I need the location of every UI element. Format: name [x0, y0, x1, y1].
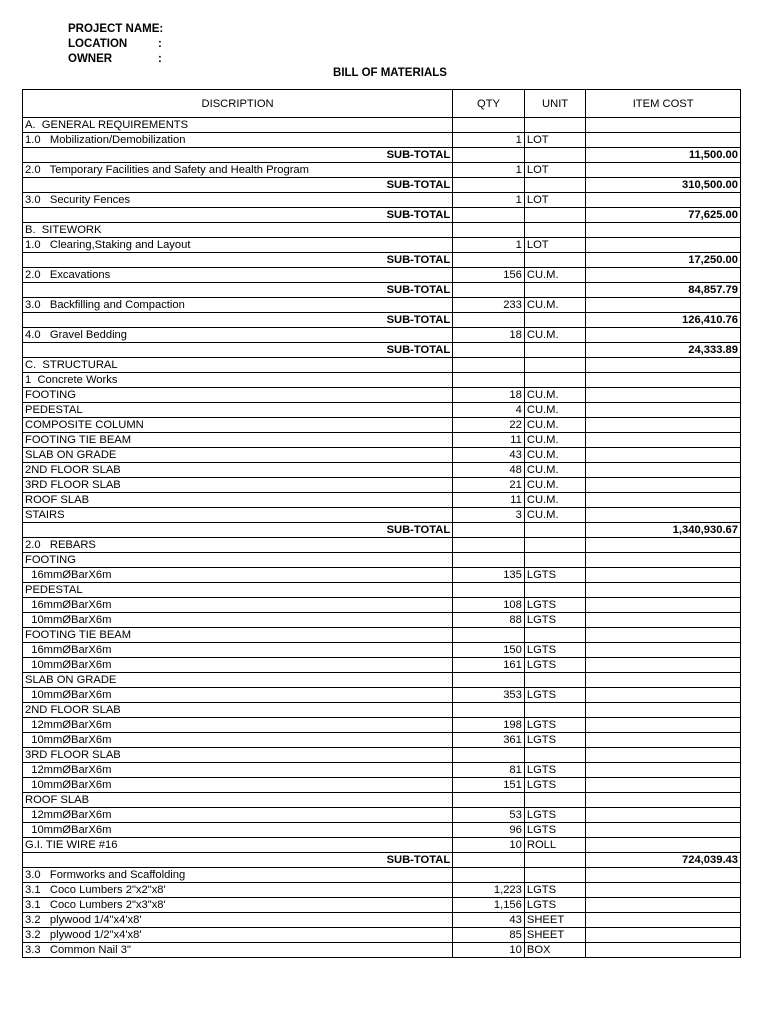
description-cell: 2ND FLOOR SLAB: [23, 703, 453, 718]
qty-cell: 53: [453, 808, 525, 823]
table-row: [23, 388, 741, 403]
table-body: [23, 118, 741, 958]
qty-cell: 18: [453, 388, 525, 403]
item-cost-cell: [586, 673, 741, 688]
unit-cell: CU.M.: [524, 328, 585, 343]
qty-cell: [453, 853, 525, 868]
unit-cell: LOT: [524, 193, 585, 208]
qty-cell: 11: [453, 433, 525, 448]
qty-cell: [453, 118, 525, 133]
item-cost-cell: [586, 118, 741, 133]
item-cost-cell: [586, 883, 741, 898]
qty-cell: [453, 283, 525, 298]
description-cell: SUB-TOTAL: [23, 178, 453, 193]
description-cell: 3.0 Security Fences: [23, 193, 453, 208]
table-row: [23, 583, 741, 598]
table-row: [23, 673, 741, 688]
description-cell: C. STRUCTURAL: [23, 358, 453, 373]
table-row: [23, 223, 741, 238]
item-cost-cell: [586, 508, 741, 523]
unit-cell: CU.M.: [524, 418, 585, 433]
item-cost-cell: [586, 733, 741, 748]
unit-cell: [524, 358, 585, 373]
item-cost-cell: [586, 718, 741, 733]
qty-cell: 151: [453, 778, 525, 793]
qty-cell: 43: [453, 913, 525, 928]
qty-cell: [453, 523, 525, 538]
description-cell: 10mmØBarX6m: [23, 823, 453, 838]
table-row: [23, 478, 741, 493]
table-row: [23, 928, 741, 943]
subtotal-row: [23, 523, 741, 538]
qty-cell: 233: [453, 298, 525, 313]
description-cell: 3RD FLOOR SLAB: [23, 478, 453, 493]
subtotal-row: [23, 853, 741, 868]
unit-cell: SHEET: [524, 928, 585, 943]
table-row: [23, 538, 741, 553]
unit-cell: [524, 148, 585, 163]
unit-cell: LGTS: [524, 823, 585, 838]
table-row: [23, 568, 741, 583]
column-header-unit: UNIT: [524, 90, 585, 118]
unit-cell: CU.M.: [524, 298, 585, 313]
description-cell: SLAB ON GRADE: [23, 673, 453, 688]
qty-cell: 150: [453, 643, 525, 658]
unit-cell: [524, 373, 585, 388]
unit-cell: [524, 793, 585, 808]
qty-cell: 21: [453, 478, 525, 493]
item-cost-cell: [586, 433, 741, 448]
unit-cell: [524, 868, 585, 883]
table-row: [23, 373, 741, 388]
table-row: [23, 493, 741, 508]
table-row: [23, 463, 741, 478]
unit-cell: CU.M.: [524, 493, 585, 508]
description-cell: 16mmØBarX6m: [23, 568, 453, 583]
qty-cell: 361: [453, 733, 525, 748]
table-row: [23, 898, 741, 913]
table-row: [23, 598, 741, 613]
description-cell: 10mmØBarX6m: [23, 688, 453, 703]
description-cell: 3.1 Coco Lumbers 2"x3"x8': [23, 898, 453, 913]
qty-cell: 43: [453, 448, 525, 463]
item-cost-cell: [586, 658, 741, 673]
qty-cell: [453, 703, 525, 718]
qty-cell: 22: [453, 418, 525, 433]
unit-cell: SHEET: [524, 913, 585, 928]
qty-cell: 1: [453, 133, 525, 148]
unit-cell: LGTS: [524, 688, 585, 703]
item-cost-cell: 724,039.43: [586, 853, 741, 868]
unit-cell: LGTS: [524, 598, 585, 613]
unit-cell: [524, 703, 585, 718]
qty-cell: 10: [453, 838, 525, 853]
qty-cell: [453, 868, 525, 883]
unit-cell: LGTS: [524, 568, 585, 583]
table-row: [23, 823, 741, 838]
table-row: [23, 508, 741, 523]
qty-cell: 18: [453, 328, 525, 343]
item-cost-cell: [586, 628, 741, 643]
item-cost-cell: [586, 358, 741, 373]
qty-cell: [453, 538, 525, 553]
description-cell: 3.2 plywood 1/2"x4'x8': [23, 928, 453, 943]
qty-cell: 48: [453, 463, 525, 478]
table-row: [23, 703, 741, 718]
item-cost-cell: [586, 778, 741, 793]
table-row: [23, 733, 741, 748]
description-cell: 3.0 Backfilling and Compaction: [23, 298, 453, 313]
unit-cell: [524, 748, 585, 763]
unit-cell: [524, 118, 585, 133]
table-row: [23, 643, 741, 658]
qty-cell: [453, 793, 525, 808]
unit-cell: [524, 583, 585, 598]
item-cost-cell: [586, 238, 741, 253]
bill-of-materials-table: [22, 89, 741, 958]
item-cost-cell: [586, 613, 741, 628]
qty-cell: [453, 553, 525, 568]
table-row: [23, 433, 741, 448]
table-row: [23, 763, 741, 778]
table-row: [23, 718, 741, 733]
qty-cell: 1,223: [453, 883, 525, 898]
item-cost-cell: [586, 463, 741, 478]
qty-cell: [453, 148, 525, 163]
description-cell: PEDESTAL: [23, 403, 453, 418]
qty-cell: [453, 208, 525, 223]
unit-cell: CU.M.: [524, 448, 585, 463]
item-cost-cell: 77,625.00: [586, 208, 741, 223]
qty-cell: 10: [453, 943, 525, 958]
description-cell: 2.0 Temporary Facilities and Safety and Health Program: [23, 163, 453, 178]
item-cost-cell: 17,250.00: [586, 253, 741, 268]
description-cell: 12mmØBarX6m: [23, 763, 453, 778]
item-cost-cell: [586, 133, 741, 148]
table-row: [23, 748, 741, 763]
qty-cell: [453, 373, 525, 388]
item-cost-cell: 24,333.89: [586, 343, 741, 358]
description-cell: 3.2 plywood 1/4"x4'x8': [23, 913, 453, 928]
item-cost-cell: [586, 913, 741, 928]
description-cell: SUB-TOTAL: [23, 523, 453, 538]
subtotal-row: [23, 343, 741, 358]
qty-cell: [453, 748, 525, 763]
item-cost-cell: [586, 808, 741, 823]
item-cost-cell: [586, 418, 741, 433]
table-row: [23, 328, 741, 343]
table-row: [23, 403, 741, 418]
subtotal-row: [23, 313, 741, 328]
item-cost-cell: [586, 373, 741, 388]
qty-cell: 3: [453, 508, 525, 523]
description-cell: SUB-TOTAL: [23, 148, 453, 163]
table-row: [23, 943, 741, 958]
table-row: [23, 838, 741, 853]
item-cost-cell: [586, 223, 741, 238]
item-cost-cell: [586, 823, 741, 838]
description-cell: 10mmØBarX6m: [23, 733, 453, 748]
qty-cell: 161: [453, 658, 525, 673]
table-row: [23, 448, 741, 463]
unit-cell: LGTS: [524, 898, 585, 913]
qty-cell: 156: [453, 268, 525, 283]
table-row: [23, 238, 741, 253]
subtotal-row: [23, 148, 741, 163]
unit-cell: LGTS: [524, 643, 585, 658]
item-cost-cell: [586, 943, 741, 958]
description-cell: 10mmØBarX6m: [23, 778, 453, 793]
table-row: [23, 358, 741, 373]
description-cell: 3.1 Coco Lumbers 2"x2"x8': [23, 883, 453, 898]
description-cell: SUB-TOTAL: [23, 313, 453, 328]
item-cost-cell: [586, 748, 741, 763]
qty-cell: [453, 178, 525, 193]
description-cell: A. GENERAL REQUIREMENTS: [23, 118, 453, 133]
description-cell: SUB-TOTAL: [23, 253, 453, 268]
item-cost-cell: [586, 838, 741, 853]
qty-cell: 1: [453, 163, 525, 178]
table-row: [23, 118, 741, 133]
item-cost-cell: [586, 898, 741, 913]
description-cell: SUB-TOTAL: [23, 343, 453, 358]
item-cost-cell: [586, 703, 741, 718]
table-row: [23, 778, 741, 793]
unit-cell: [524, 208, 585, 223]
unit-cell: [524, 628, 585, 643]
description-cell: SUB-TOTAL: [23, 208, 453, 223]
qty-cell: 11: [453, 493, 525, 508]
table-row: [23, 868, 741, 883]
unit-cell: LGTS: [524, 658, 585, 673]
unit-cell: LGTS: [524, 733, 585, 748]
description-cell: 10mmØBarX6m: [23, 658, 453, 673]
item-cost-cell: [586, 553, 741, 568]
unit-cell: LGTS: [524, 778, 585, 793]
table-row: [23, 163, 741, 178]
description-cell: SUB-TOTAL: [23, 283, 453, 298]
table-row: [23, 628, 741, 643]
description-cell: SUB-TOTAL: [23, 853, 453, 868]
qty-cell: [453, 628, 525, 643]
item-cost-cell: [586, 478, 741, 493]
qty-cell: 353: [453, 688, 525, 703]
description-cell: 16mmØBarX6m: [23, 643, 453, 658]
unit-cell: CU.M.: [524, 478, 585, 493]
item-cost-cell: 126,410.76: [586, 313, 741, 328]
location-label: LOCATION :: [68, 38, 162, 50]
unit-cell: LGTS: [524, 718, 585, 733]
unit-cell: [524, 343, 585, 358]
description-cell: COMPOSITE COLUMN: [23, 418, 453, 433]
description-cell: G.I. TIE WIRE #16: [23, 838, 453, 853]
description-cell: FOOTING: [23, 553, 453, 568]
unit-cell: [524, 313, 585, 328]
table-row: [23, 133, 741, 148]
unit-cell: [524, 673, 585, 688]
project-name-label: PROJECT NAME:: [68, 23, 164, 35]
table-row: [23, 298, 741, 313]
description-cell: 1.0 Clearing,Staking and Layout: [23, 238, 453, 253]
unit-cell: [524, 523, 585, 538]
unit-cell: CU.M.: [524, 268, 585, 283]
item-cost-cell: [586, 928, 741, 943]
unit-cell: LGTS: [524, 763, 585, 778]
table-row: [23, 193, 741, 208]
item-cost-cell: [586, 193, 741, 208]
unit-cell: [524, 283, 585, 298]
unit-cell: LOT: [524, 238, 585, 253]
item-cost-cell: [586, 688, 741, 703]
unit-cell: [524, 553, 585, 568]
qty-cell: [453, 343, 525, 358]
description-cell: STAIRS: [23, 508, 453, 523]
subtotal-row: [23, 208, 741, 223]
qty-cell: 135: [453, 568, 525, 583]
description-cell: FOOTING TIE BEAM: [23, 628, 453, 643]
table-row: [23, 883, 741, 898]
item-cost-cell: 310,500.00: [586, 178, 741, 193]
qty-cell: [453, 223, 525, 238]
unit-cell: CU.M.: [524, 403, 585, 418]
table-header-row: [23, 90, 741, 118]
item-cost-cell: [586, 328, 741, 343]
item-cost-cell: [586, 448, 741, 463]
item-cost-cell: 11,500.00: [586, 148, 741, 163]
qty-cell: 1: [453, 193, 525, 208]
unit-cell: [524, 853, 585, 868]
unit-cell: CU.M.: [524, 463, 585, 478]
description-cell: FOOTING TIE BEAM: [23, 433, 453, 448]
description-cell: 2ND FLOOR SLAB: [23, 463, 453, 478]
qty-cell: 108: [453, 598, 525, 613]
item-cost-cell: [586, 403, 741, 418]
item-cost-cell: [586, 643, 741, 658]
unit-cell: CU.M.: [524, 508, 585, 523]
unit-cell: [524, 253, 585, 268]
subtotal-row: [23, 178, 741, 193]
description-cell: 3RD FLOOR SLAB: [23, 748, 453, 763]
qty-cell: 96: [453, 823, 525, 838]
qty-cell: [453, 313, 525, 328]
unit-cell: LGTS: [524, 808, 585, 823]
qty-cell: [453, 358, 525, 373]
item-cost-cell: [586, 163, 741, 178]
column-header-item-cost: ITEM COST: [586, 90, 741, 118]
owner-label: OWNER :: [68, 53, 162, 65]
unit-cell: LGTS: [524, 613, 585, 628]
item-cost-cell: [586, 583, 741, 598]
qty-cell: 198: [453, 718, 525, 733]
description-cell: 3.3 Common Nail 3": [23, 943, 453, 958]
description-cell: SLAB ON GRADE: [23, 448, 453, 463]
table-row: [23, 268, 741, 283]
table-row: [23, 553, 741, 568]
qty-cell: [453, 253, 525, 268]
qty-cell: 4: [453, 403, 525, 418]
description-cell: 1.0 Mobilization/Demobilization: [23, 133, 453, 148]
qty-cell: 81: [453, 763, 525, 778]
item-cost-cell: [586, 298, 741, 313]
item-cost-cell: 1,340,930.67: [586, 523, 741, 538]
description-cell: 1 Concrete Works: [23, 373, 453, 388]
subtotal-row: [23, 253, 741, 268]
table-row: [23, 613, 741, 628]
item-cost-cell: [586, 538, 741, 553]
qty-cell: 88: [453, 613, 525, 628]
unit-cell: LOT: [524, 163, 585, 178]
column-header-description: DISCRIPTION: [23, 90, 453, 118]
table-row: [23, 793, 741, 808]
qty-cell: [453, 583, 525, 598]
description-cell: B. SITEWORK: [23, 223, 453, 238]
description-cell: 12mmØBarX6m: [23, 718, 453, 733]
unit-cell: CU.M.: [524, 433, 585, 448]
unit-cell: [524, 223, 585, 238]
qty-cell: [453, 673, 525, 688]
description-cell: 2.0 REBARS: [23, 538, 453, 553]
description-cell: 4.0 Gravel Bedding: [23, 328, 453, 343]
qty-cell: 1,156: [453, 898, 525, 913]
table-row: [23, 418, 741, 433]
item-cost-cell: [586, 493, 741, 508]
description-cell: 2.0 Excavations: [23, 268, 453, 283]
table-row: [23, 658, 741, 673]
subtotal-row: [23, 283, 741, 298]
item-cost-cell: [586, 763, 741, 778]
item-cost-cell: [586, 388, 741, 403]
table-row: [23, 688, 741, 703]
qty-cell: 1: [453, 238, 525, 253]
table-row: [23, 913, 741, 928]
description-cell: 16mmØBarX6m: [23, 598, 453, 613]
unit-cell: [524, 178, 585, 193]
item-cost-cell: [586, 793, 741, 808]
unit-cell: BOX: [524, 943, 585, 958]
item-cost-cell: [586, 268, 741, 283]
description-cell: PEDESTAL: [23, 583, 453, 598]
item-cost-cell: [586, 598, 741, 613]
item-cost-cell: 84,857.79: [586, 283, 741, 298]
description-cell: 3.0 Formworks and Scaffolding: [23, 868, 453, 883]
description-cell: ROOF SLAB: [23, 493, 453, 508]
unit-cell: ROLL: [524, 838, 585, 853]
table-row: [23, 808, 741, 823]
item-cost-cell: [586, 568, 741, 583]
item-cost-cell: [586, 868, 741, 883]
description-cell: FOOTING: [23, 388, 453, 403]
unit-cell: LOT: [524, 133, 585, 148]
description-cell: 10mmØBarX6m: [23, 613, 453, 628]
unit-cell: [524, 538, 585, 553]
unit-cell: CU.M.: [524, 388, 585, 403]
description-cell: 12mmØBarX6m: [23, 808, 453, 823]
qty-cell: 85: [453, 928, 525, 943]
unit-cell: LGTS: [524, 883, 585, 898]
column-header-qty: QTY: [453, 90, 525, 118]
description-cell: ROOF SLAB: [23, 793, 453, 808]
document-title: BILL OF MATERIALS: [333, 67, 447, 79]
